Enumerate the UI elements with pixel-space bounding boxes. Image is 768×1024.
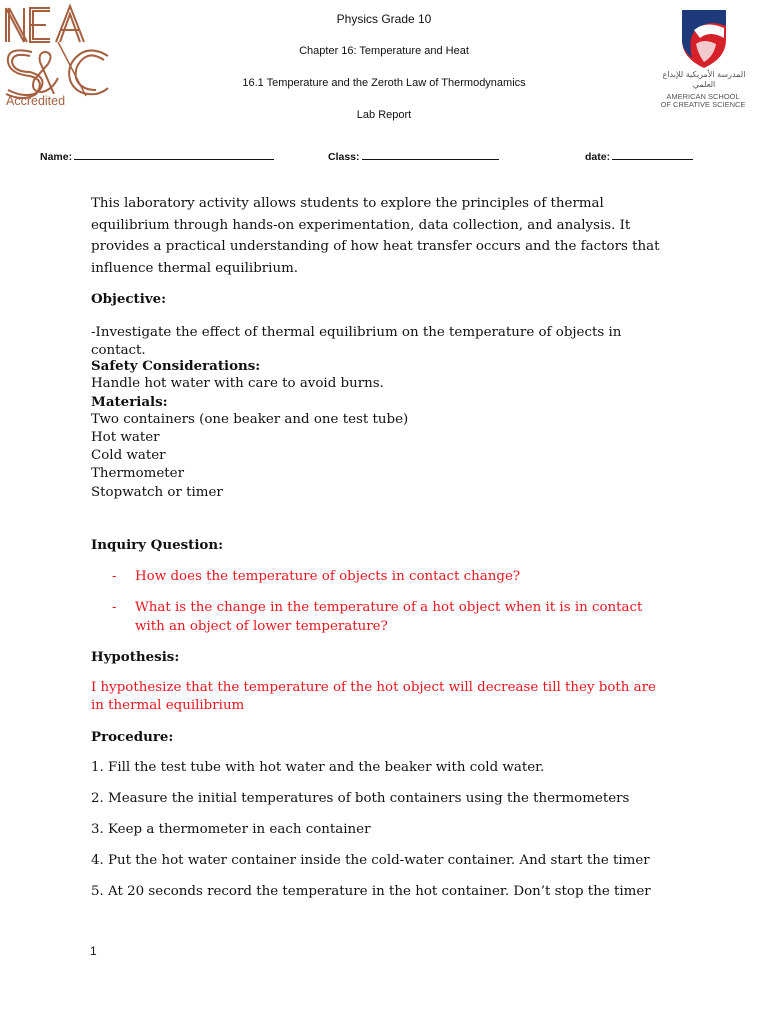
materials-item: Thermometer <box>91 466 184 481</box>
hypothesis-heading: Hypothesis: <box>91 649 180 665</box>
safety-text: Handle hot water with care to avoid burns. <box>91 376 384 391</box>
ascs-english-name-1: AMERICAN SCHOOL <box>666 92 740 101</box>
bullet-dash: - <box>112 600 117 615</box>
ascs-english-name-2: OF CREATIVE SCIENCE <box>660 100 746 109</box>
class-field[interactable] <box>328 150 499 163</box>
class-label: Class: <box>328 151 360 163</box>
bullet-dash: - <box>112 569 117 584</box>
page-number: 1 <box>90 944 97 958</box>
materials-item: Cold water <box>91 448 166 463</box>
document-type: Lab Report <box>356 109 412 121</box>
date-line[interactable] <box>612 150 693 160</box>
hypothesis-text: I hypothesize that the temperature of the hot object will decrease till they both are in thermal equilibrium <box>91 680 656 713</box>
materials-item: Two containers (one beaker and one test tube) <box>91 412 409 427</box>
procedure-step: 2. Measure the initial temperatures of both containers using the thermometers <box>91 791 630 806</box>
materials-item: Stopwatch or timer <box>91 485 223 500</box>
name-label: Name: <box>40 151 73 163</box>
ascs-arabic-name: المدرسة الأمريكية للإبداع العلمي <box>662 70 746 89</box>
name-line[interactable] <box>74 150 274 160</box>
objective-text: -Investigate the effect of thermal equilibrium on the temperature of objects in contact. <box>91 325 622 358</box>
course-title: Physics Grade 10 <box>336 12 432 26</box>
date-label: date: <box>585 151 611 163</box>
materials-item: Hot water <box>91 430 160 445</box>
neasc-accredited-label: Accredited <box>6 94 66 108</box>
objective-heading: Objective: <box>91 291 167 307</box>
procedure-step: 3. Keep a thermometer in each container <box>91 822 371 837</box>
intro-paragraph: This laboratory activity allows students to explore the principles of thermal equilibrium through hands-on experimentation, data collection, and analysis. It provides a practical understanding of how heat transfer occurs and the factors that influence thermal equilibrium. <box>91 196 660 276</box>
safety-heading: Safety Considerations: <box>91 358 261 374</box>
procedure-heading: Procedure: <box>91 729 174 745</box>
chapter-title: Chapter 16: Temperature and Heat <box>299 45 469 57</box>
materials-heading: Materials: <box>91 394 168 410</box>
class-line[interactable] <box>362 150 499 160</box>
procedure-step: 4. Put the hot water container inside the cold-water container. And start the timer <box>91 853 650 868</box>
procedure-step: 5. At 20 seconds record the temperature in the hot container. Don’t stop the timer <box>91 884 651 899</box>
date-field[interactable] <box>585 150 693 163</box>
inquiry-heading: Inquiry Question: <box>91 537 224 553</box>
section-title: 16.1 Temperature and the Zeroth Law of Thermodynamics <box>242 77 526 89</box>
name-field[interactable] <box>40 150 274 163</box>
procedure-step: 1. Fill the test tube with hot water and the beaker with cold water. <box>91 760 545 775</box>
